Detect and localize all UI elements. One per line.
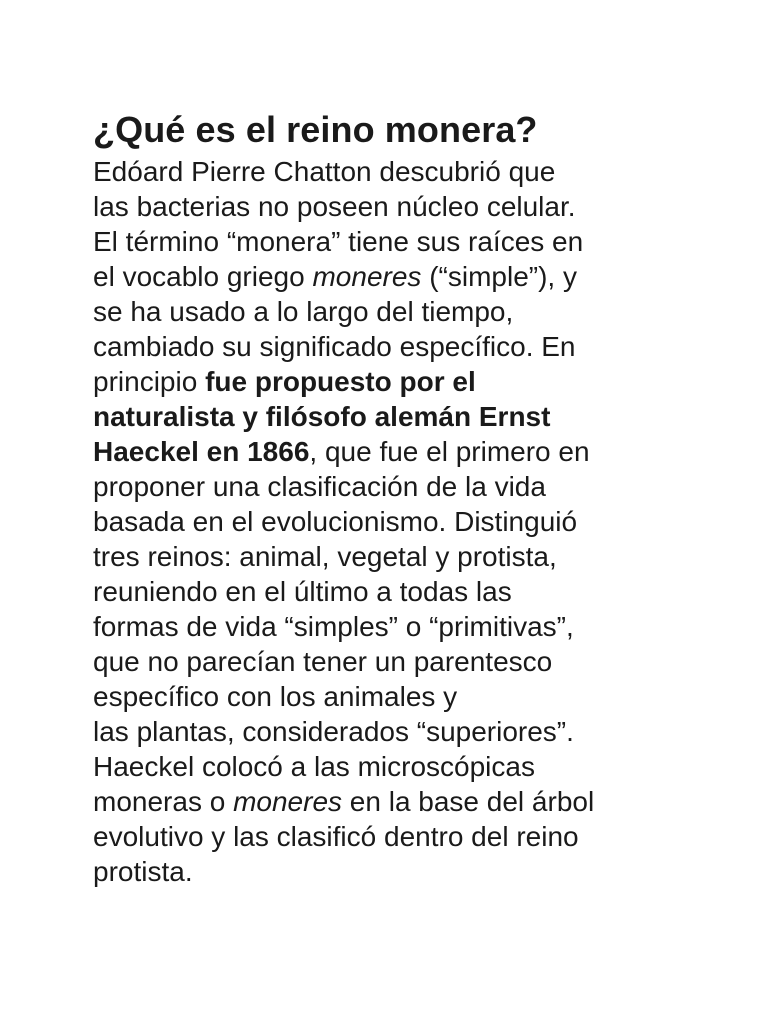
text-run: las plantas, considerados “superiores”. <box>93 716 574 747</box>
text-line <box>93 329 683 364</box>
text-run: protista. <box>93 856 193 887</box>
text-line <box>93 749 683 784</box>
text-run: cambiado su significado específico. En <box>93 331 576 362</box>
text-run: (“simple”), y <box>421 261 577 292</box>
text-line <box>93 434 683 469</box>
bold-phrase: Haeckel en 1866 <box>93 436 310 467</box>
text-line <box>93 364 683 399</box>
text-run: Edóard Pierre Chatton descubrió que <box>93 156 556 187</box>
text-line <box>93 574 683 609</box>
text-run: moneras o <box>93 786 234 817</box>
text-run: principio <box>93 366 206 397</box>
text-line <box>93 609 683 644</box>
text-run: El término “monera” tiene sus raíces en <box>93 226 584 257</box>
bold-phrase: fue propuesto por el <box>205 366 476 397</box>
text-line <box>93 189 683 224</box>
text-run: el vocablo griego <box>93 261 313 292</box>
text-line <box>93 714 683 749</box>
text-run: proponer una clasificación de la vida <box>93 471 546 502</box>
text-line <box>93 784 683 819</box>
text-line <box>93 259 683 294</box>
text-line <box>93 679 683 714</box>
text-run: evolutivo y las clasificó dentro del reino <box>93 821 579 852</box>
text-run: se ha usado a lo largo del tiempo, <box>93 296 514 327</box>
body-paragraph <box>93 154 683 889</box>
text-line <box>93 819 683 854</box>
text-line <box>93 854 683 889</box>
bold-phrase: naturalista y filósofo alemán Ernst <box>93 401 551 432</box>
text-run: Haeckel colocó a las microscópicas <box>93 751 535 782</box>
text-run: tres reinos: animal, vegetal y protista, <box>93 541 557 572</box>
text-run: reuniendo en el último a todas las <box>93 576 512 607</box>
document-page <box>93 106 683 889</box>
text-run: , que fue el primero en <box>309 436 590 467</box>
text-run: las bacterias no poseen núcleo celular. <box>93 191 576 222</box>
text-line <box>93 469 683 504</box>
text-line <box>93 154 683 189</box>
italic-term: moneres <box>312 261 422 292</box>
text-line <box>93 539 683 574</box>
page-title: ¿Qué es el reino monera? <box>93 109 538 150</box>
text-line <box>93 644 683 679</box>
text-line <box>93 399 683 434</box>
text-line <box>93 224 683 259</box>
text-line <box>93 504 683 539</box>
text-run: en la base del árbol <box>342 786 595 817</box>
text-line <box>93 294 683 329</box>
text-run: formas de vida “simples” o “primitivas”, <box>93 611 574 642</box>
text-run: basada en el evolucionismo. Distinguió <box>93 506 578 537</box>
text-run: específico con los animales y <box>93 681 458 712</box>
text-run: que no parecían tener un parentesco <box>93 646 553 677</box>
italic-term: moneres <box>233 786 343 817</box>
